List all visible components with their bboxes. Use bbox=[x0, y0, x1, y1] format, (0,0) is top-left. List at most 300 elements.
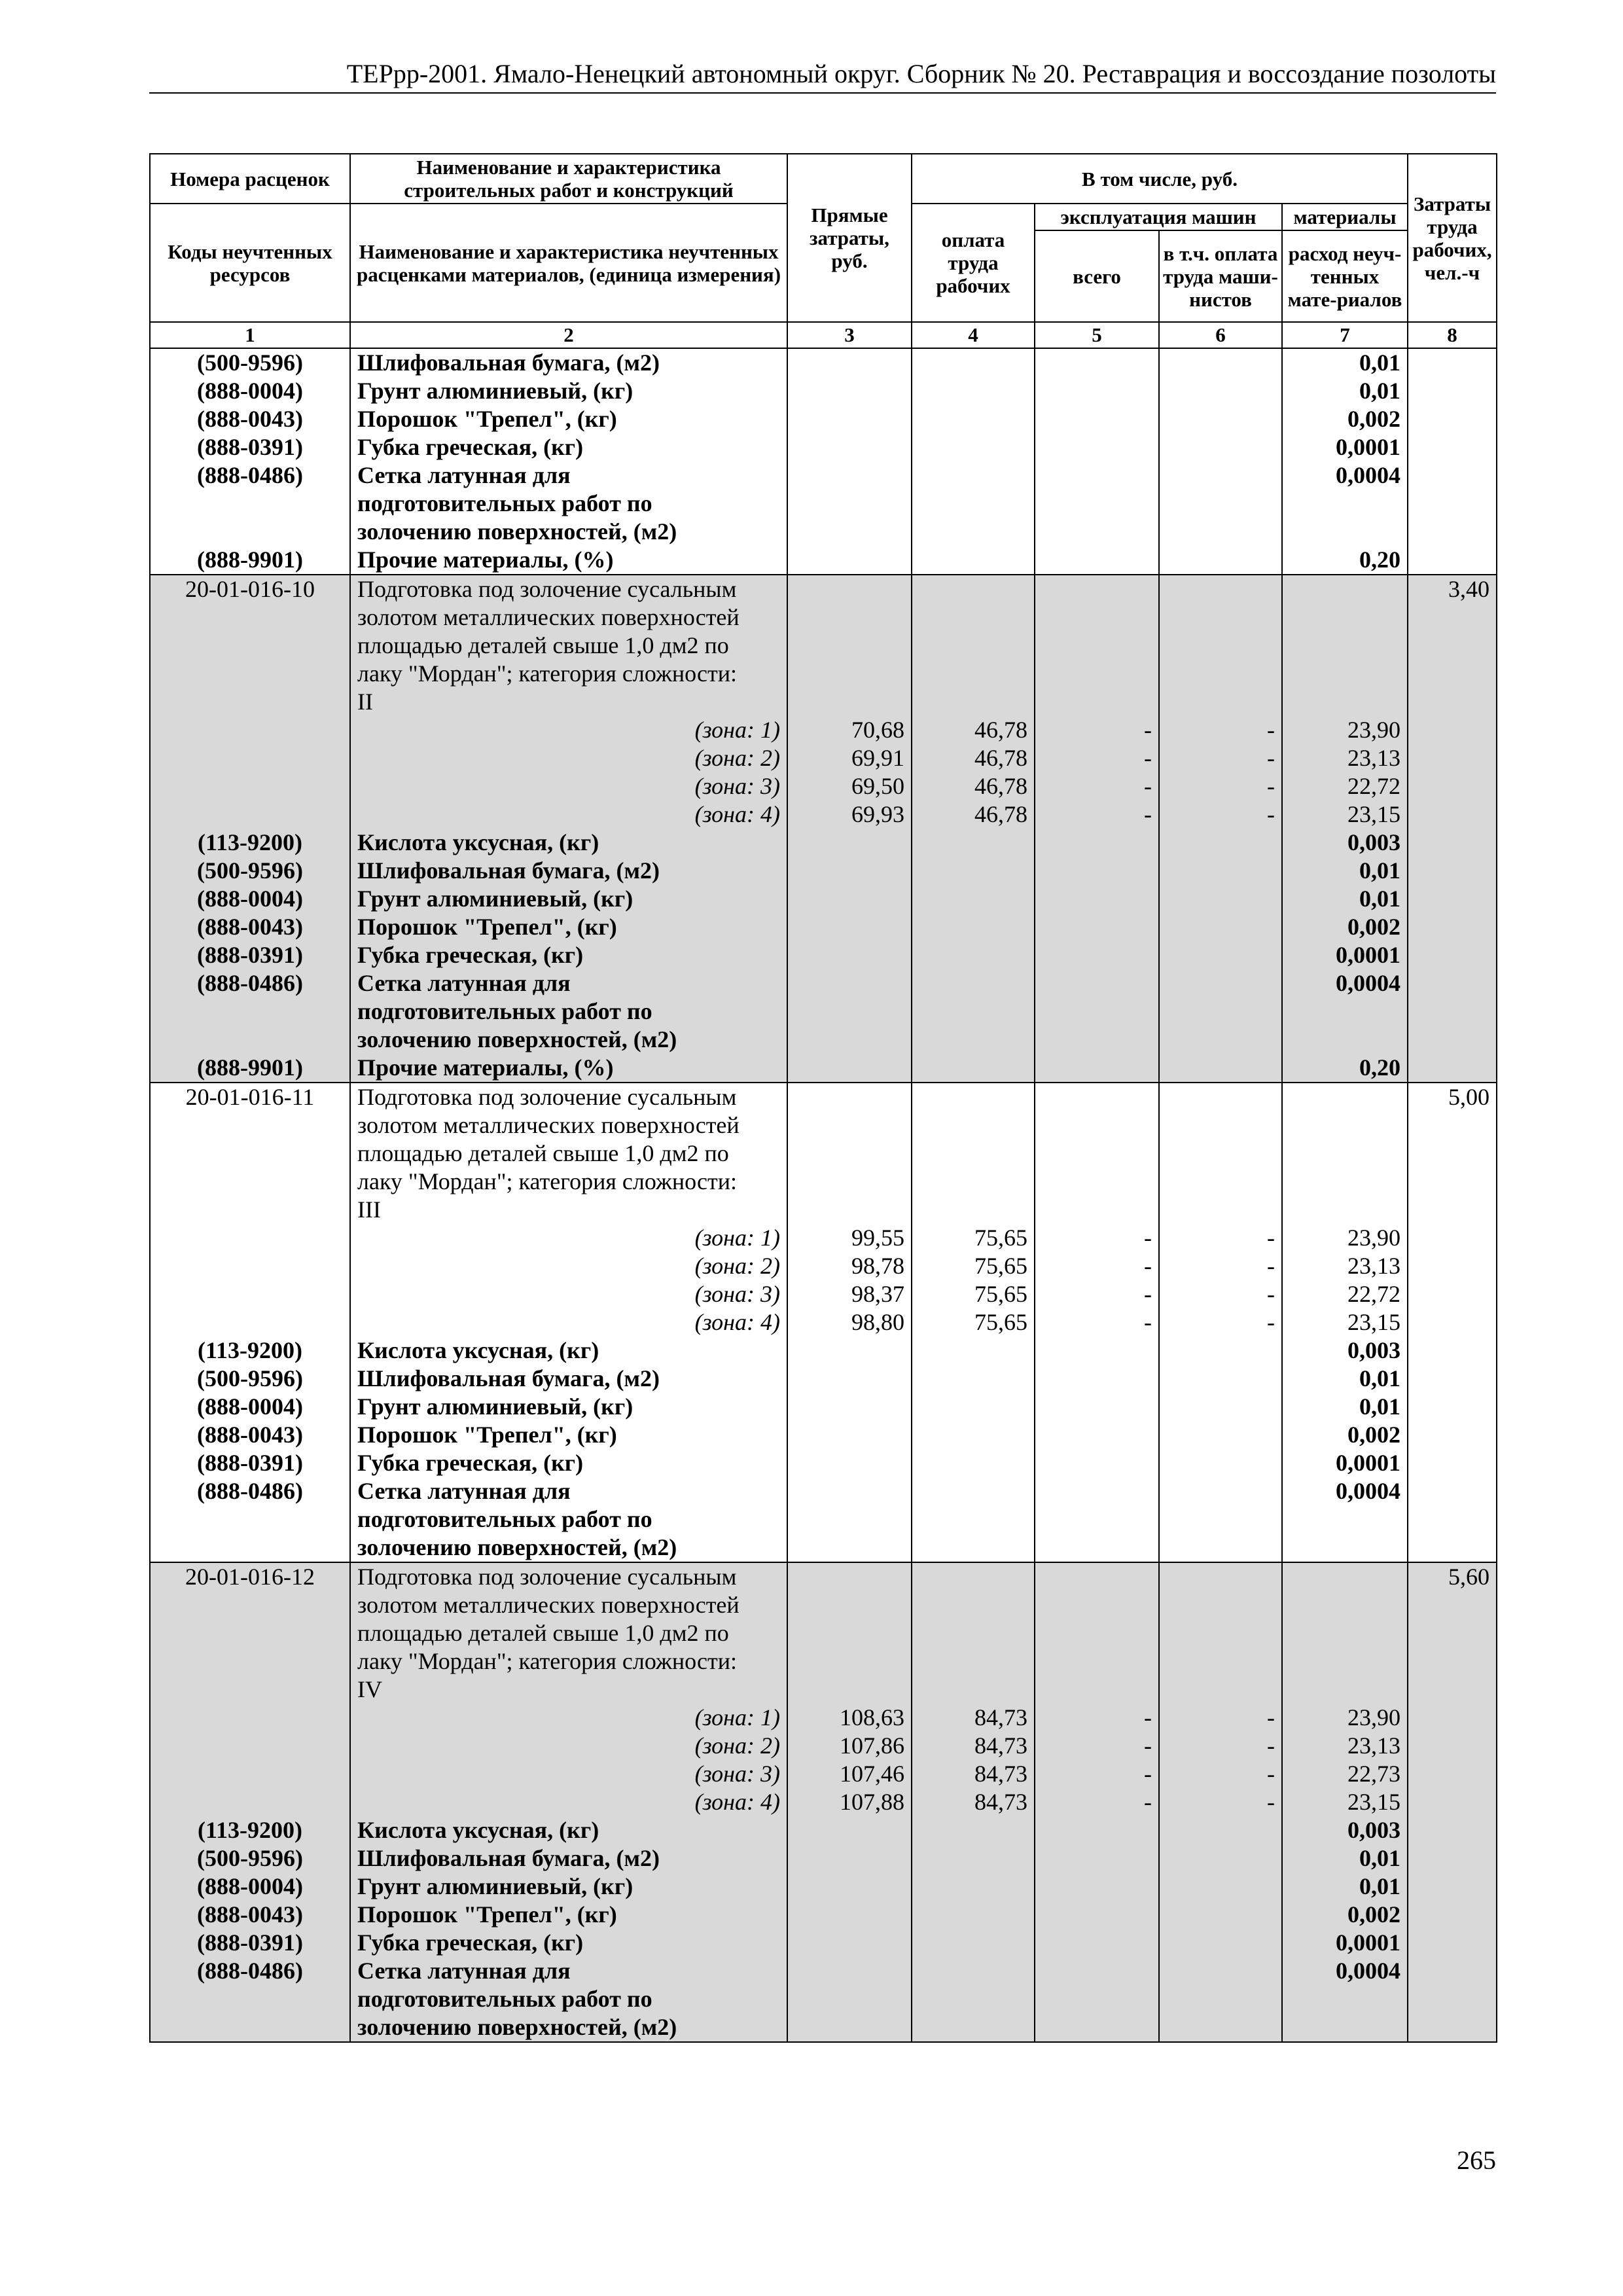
header-unaccounted-materials: расход неуч-тенных мате-риалов bbox=[1282, 230, 1408, 322]
empty-line bbox=[1415, 800, 1489, 829]
empty-line bbox=[1415, 1732, 1489, 1760]
empty-line bbox=[1166, 688, 1275, 716]
resource-quantity: 0,0004 bbox=[1336, 1478, 1401, 1504]
machinist-pay-cell bbox=[1159, 575, 1282, 1083]
empty-line bbox=[1289, 1647, 1400, 1676]
materials-value: 23,90 bbox=[1347, 1704, 1401, 1731]
machinist-pay-value: - bbox=[1267, 1225, 1275, 1251]
empty-line bbox=[1042, 1026, 1152, 1054]
worker-pay-cell bbox=[912, 575, 1035, 1083]
empty-line bbox=[794, 1168, 904, 1196]
resource-quantity: 0,01 bbox=[1359, 1873, 1401, 1899]
direct-costs-value: 108,63 bbox=[840, 1704, 904, 1731]
empty-line bbox=[794, 1026, 904, 1054]
empty-line bbox=[1415, 1534, 1489, 1562]
worker-pay-value: 84,73 bbox=[974, 1761, 1027, 1787]
resource-code: (888-0004) bbox=[197, 1393, 303, 1420]
empty-line bbox=[794, 1901, 904, 1929]
empty-line bbox=[919, 885, 1027, 913]
empty-line bbox=[1415, 688, 1489, 716]
empty-line bbox=[919, 1505, 1027, 1534]
empty-line bbox=[1042, 857, 1152, 885]
empty-line bbox=[1289, 1168, 1400, 1196]
empty-line bbox=[1166, 461, 1275, 490]
empty-line bbox=[1042, 433, 1152, 461]
machinist-pay-cell bbox=[1159, 1562, 1282, 2042]
empty-line bbox=[794, 660, 904, 688]
column-number: 2 bbox=[350, 322, 787, 348]
resource-code: (500-9596) bbox=[197, 1845, 303, 1871]
empty-line bbox=[794, 1619, 904, 1647]
labor-costs-cell bbox=[1408, 575, 1497, 1083]
worker-pay-cell bbox=[912, 1562, 1035, 2042]
empty-line bbox=[157, 800, 343, 829]
direct-costs-value: 69,93 bbox=[851, 801, 904, 827]
empty-line bbox=[1289, 1196, 1400, 1224]
empty-line bbox=[1166, 377, 1275, 405]
empty-line bbox=[1042, 1336, 1152, 1365]
empty-line bbox=[1166, 829, 1275, 857]
empty-line bbox=[157, 688, 343, 716]
empty-line bbox=[794, 969, 904, 997]
machinist-pay-cell bbox=[1159, 1083, 1282, 1562]
empty-line bbox=[1415, 1111, 1489, 1139]
header-worker-pay: оплата труда рабочих bbox=[912, 204, 1035, 322]
rate-group-row bbox=[150, 1083, 1497, 1562]
resource-code: (888-0004) bbox=[197, 378, 303, 404]
rate-name-cell bbox=[350, 1562, 787, 2042]
rate-code-cell bbox=[150, 575, 350, 1083]
empty-line bbox=[1042, 1873, 1152, 1901]
empty-line bbox=[1415, 1816, 1489, 1844]
resource-name-line: подготовительных работ по bbox=[357, 1506, 652, 1532]
machine-total-value: - bbox=[1144, 1309, 1152, 1335]
zone-label: (зона: 1) bbox=[694, 717, 780, 743]
empty-line bbox=[919, 688, 1027, 716]
machine-total-value: - bbox=[1144, 1704, 1152, 1731]
empty-line bbox=[794, 997, 904, 1026]
empty-line bbox=[157, 1788, 343, 1816]
direct-costs-value: 107,46 bbox=[840, 1761, 904, 1787]
direct-costs-cell bbox=[787, 575, 912, 1083]
worker-pay-value: 46,78 bbox=[974, 773, 1027, 799]
header-rate-name: Наименование и характеристика строительных работ и конструкций bbox=[350, 154, 787, 204]
empty-line bbox=[1042, 1619, 1152, 1647]
empty-line bbox=[919, 1957, 1027, 1985]
empty-line bbox=[1415, 829, 1489, 857]
rate-code-cell bbox=[150, 348, 350, 575]
empty-line bbox=[1042, 632, 1152, 660]
resource-quantity: 0,20 bbox=[1359, 547, 1401, 573]
worker-pay-cell bbox=[912, 348, 1035, 575]
direct-costs-value: 69,50 bbox=[851, 773, 904, 799]
empty-line bbox=[157, 2013, 343, 2041]
resource-name-line: золочению поверхностей, (м2) bbox=[357, 1534, 677, 1560]
empty-line bbox=[794, 433, 904, 461]
empty-line bbox=[1166, 1083, 1275, 1111]
empty-line bbox=[1166, 660, 1275, 688]
empty-line bbox=[1415, 1196, 1489, 1224]
empty-line bbox=[794, 1196, 904, 1224]
empty-line bbox=[919, 913, 1027, 941]
empty-line bbox=[1042, 1111, 1152, 1139]
rate-name-line: лаку "Мордан"; категория сложности: bbox=[357, 1168, 737, 1194]
direct-costs-cell bbox=[787, 1083, 912, 1562]
zone-label: (зона: 4) bbox=[694, 1309, 780, 1335]
empty-line bbox=[919, 490, 1027, 518]
materials-cell bbox=[1282, 1083, 1408, 1562]
empty-line bbox=[919, 997, 1027, 1026]
resource-quantity: 0,002 bbox=[1347, 406, 1401, 432]
empty-line bbox=[157, 1985, 343, 2013]
empty-line bbox=[1415, 1477, 1489, 1505]
direct-costs-value: 107,88 bbox=[840, 1789, 904, 1815]
resource-name-line: Губка греческая, (кг) bbox=[357, 434, 584, 460]
empty-line bbox=[1166, 941, 1275, 969]
column-number: 8 bbox=[1408, 322, 1497, 348]
machine-total-cell bbox=[1035, 1562, 1159, 2042]
resource-quantity: 0,0001 bbox=[1336, 1450, 1401, 1476]
empty-line bbox=[919, 1365, 1027, 1393]
resource-quantity: 0,01 bbox=[1359, 1365, 1401, 1391]
empty-line bbox=[1415, 1901, 1489, 1929]
machinist-pay-value: - bbox=[1267, 717, 1275, 743]
empty-line bbox=[1289, 1676, 1400, 1704]
zone-label: (зона: 2) bbox=[694, 1253, 780, 1279]
resource-quantity: 0,0004 bbox=[1336, 462, 1401, 488]
empty-line bbox=[1166, 1393, 1275, 1421]
materials-cell bbox=[1282, 575, 1408, 1083]
empty-line bbox=[1166, 1026, 1275, 1054]
machine-total-value: - bbox=[1144, 1225, 1152, 1251]
empty-line bbox=[1042, 1563, 1152, 1591]
rate-group-row bbox=[150, 575, 1497, 1083]
machine-total-value: - bbox=[1144, 773, 1152, 799]
materials-value: 23,90 bbox=[1347, 717, 1401, 743]
empty-line bbox=[919, 1901, 1027, 1929]
empty-line bbox=[1415, 1873, 1489, 1901]
machine-total-value: - bbox=[1144, 745, 1152, 771]
empty-line bbox=[919, 1563, 1027, 1591]
empty-line bbox=[1289, 688, 1400, 716]
empty-line bbox=[1166, 1421, 1275, 1449]
empty-line bbox=[157, 1647, 343, 1676]
empty-line bbox=[1166, 1647, 1275, 1676]
empty-line bbox=[794, 1083, 904, 1111]
rate-group-row bbox=[150, 1562, 1497, 2042]
empty-line bbox=[1042, 997, 1152, 1026]
empty-line bbox=[1415, 1054, 1489, 1082]
empty-line bbox=[794, 1054, 904, 1082]
empty-line bbox=[1289, 603, 1400, 632]
empty-line bbox=[1042, 829, 1152, 857]
empty-line bbox=[919, 1083, 1027, 1111]
empty-line bbox=[157, 1111, 343, 1139]
empty-line bbox=[1415, 1308, 1489, 1336]
labor-costs-cell bbox=[1408, 348, 1497, 575]
empty-line bbox=[794, 1929, 904, 1957]
resource-quantity: 0,002 bbox=[1347, 914, 1401, 940]
zone-label: (зона: 2) bbox=[694, 745, 780, 771]
empty-line bbox=[919, 1168, 1027, 1196]
empty-line bbox=[919, 518, 1027, 546]
empty-line bbox=[919, 1421, 1027, 1449]
worker-pay-value: 46,78 bbox=[974, 745, 1027, 771]
empty-line bbox=[1415, 349, 1489, 377]
machinist-pay-value: - bbox=[1267, 1253, 1275, 1279]
empty-line bbox=[157, 1732, 343, 1760]
empty-line bbox=[1042, 1505, 1152, 1534]
rate-name-line: II bbox=[357, 689, 373, 715]
resource-name-line: Грунт алюминиевый, (кг) bbox=[357, 886, 633, 912]
empty-line bbox=[1166, 1873, 1275, 1901]
header-machinist-pay: в т.ч. оплата труда маши-нистов bbox=[1159, 230, 1282, 322]
empty-line bbox=[794, 1365, 904, 1393]
direct-costs-value: 70,68 bbox=[851, 717, 904, 743]
rate-name-line: площадью деталей свыше 1,0 дм2 по bbox=[357, 1620, 729, 1646]
materials-value: 23,13 bbox=[1347, 1732, 1401, 1759]
resource-quantity: 0,20 bbox=[1359, 1054, 1401, 1081]
rate-code: 20-01-016-10 bbox=[185, 576, 315, 602]
empty-line bbox=[919, 377, 1027, 405]
machinist-pay-value: - bbox=[1267, 801, 1275, 827]
direct-costs-value: 98,80 bbox=[851, 1309, 904, 1335]
resource-name-line: подготовительных работ по bbox=[357, 490, 652, 516]
table-body bbox=[150, 348, 1497, 2042]
empty-line bbox=[794, 1139, 904, 1168]
resource-name-line: Грунт алюминиевый, (кг) bbox=[357, 378, 633, 404]
resource-name-line: подготовительных работ по bbox=[357, 1986, 652, 2012]
materials-value: 23,15 bbox=[1347, 801, 1401, 827]
resource-quantity: 0,01 bbox=[1359, 857, 1401, 884]
empty-line bbox=[1415, 997, 1489, 1026]
empty-line bbox=[157, 632, 343, 660]
empty-line bbox=[919, 1844, 1027, 1873]
labor-costs-cell bbox=[1408, 1083, 1497, 1562]
resource-quantity: 0,003 bbox=[1347, 829, 1401, 855]
materials-value: 22,72 bbox=[1347, 1281, 1401, 1307]
labor-costs-cell bbox=[1408, 1562, 1497, 2042]
empty-line bbox=[794, 546, 904, 574]
empty-line bbox=[1289, 1505, 1400, 1534]
rates-table bbox=[149, 153, 1497, 2043]
rate-name-cell bbox=[350, 1083, 787, 1562]
empty-line bbox=[1166, 1336, 1275, 1365]
resource-quantity: 0,01 bbox=[1359, 350, 1401, 376]
empty-line bbox=[1166, 1985, 1275, 2013]
empty-line bbox=[157, 1280, 343, 1308]
empty-line bbox=[1166, 1619, 1275, 1647]
empty-line bbox=[157, 744, 343, 772]
resource-code: (888-9901) bbox=[197, 547, 303, 573]
empty-line bbox=[1166, 1139, 1275, 1168]
resource-code: (888-0043) bbox=[197, 1422, 303, 1448]
resource-name-line: Кислота уксусная, (кг) bbox=[357, 829, 599, 855]
empty-line bbox=[919, 1647, 1027, 1676]
empty-line bbox=[157, 997, 343, 1026]
empty-line bbox=[1042, 660, 1152, 688]
machinist-pay-value: - bbox=[1267, 1761, 1275, 1787]
empty-line bbox=[1042, 603, 1152, 632]
rate-name-line: Подготовка под золочение сусальным bbox=[357, 576, 737, 602]
machinist-pay-value: - bbox=[1267, 773, 1275, 799]
machine-total-value: - bbox=[1144, 1732, 1152, 1759]
machine-total-value: - bbox=[1144, 801, 1152, 827]
empty-line bbox=[919, 1054, 1027, 1082]
empty-line bbox=[1166, 857, 1275, 885]
worker-pay-value: 75,65 bbox=[974, 1309, 1027, 1335]
empty-line bbox=[1166, 632, 1275, 660]
empty-line bbox=[1289, 1111, 1400, 1139]
empty-line bbox=[794, 405, 904, 433]
empty-line bbox=[1415, 1957, 1489, 1985]
direct-costs-value: 98,37 bbox=[851, 1281, 904, 1307]
empty-line bbox=[1042, 1957, 1152, 1985]
direct-costs-cell bbox=[787, 348, 912, 575]
empty-line bbox=[794, 632, 904, 660]
column-number: 1 bbox=[150, 322, 350, 348]
resource-name-line: Прочие материалы, (%) bbox=[357, 547, 614, 573]
machinist-pay-value: - bbox=[1267, 1789, 1275, 1815]
labor-costs-value: 3,40 bbox=[1448, 576, 1490, 602]
empty-line bbox=[919, 1534, 1027, 1562]
rate-code: 20-01-016-12 bbox=[185, 1564, 315, 1590]
empty-line bbox=[1289, 2013, 1400, 2041]
empty-line bbox=[1289, 1083, 1400, 1111]
materials-value: 23,15 bbox=[1347, 1789, 1401, 1815]
empty-line bbox=[157, 1619, 343, 1647]
empty-line bbox=[919, 2013, 1027, 2041]
empty-line bbox=[1166, 969, 1275, 997]
empty-line bbox=[919, 1591, 1027, 1619]
empty-line bbox=[919, 1449, 1027, 1477]
header-direct-costs: Прямые затраты, руб. bbox=[787, 154, 912, 322]
resource-quantity: 0,003 bbox=[1347, 1817, 1401, 1843]
resource-name-line: Губка греческая, (кг) bbox=[357, 1450, 584, 1476]
empty-line bbox=[1166, 885, 1275, 913]
empty-line bbox=[1042, 1985, 1152, 2013]
empty-line bbox=[1166, 1534, 1275, 1562]
empty-line bbox=[919, 1139, 1027, 1168]
empty-line bbox=[1042, 1816, 1152, 1844]
direct-costs-value: 107,86 bbox=[840, 1732, 904, 1759]
resource-code: (888-0391) bbox=[197, 434, 303, 460]
empty-line bbox=[1415, 969, 1489, 997]
empty-line bbox=[1289, 1139, 1400, 1168]
resource-code: (888-0486) bbox=[197, 1478, 303, 1504]
empty-line bbox=[919, 941, 1027, 969]
resource-code: (500-9596) bbox=[197, 1365, 303, 1391]
empty-line bbox=[794, 857, 904, 885]
empty-line bbox=[919, 1393, 1027, 1421]
empty-line bbox=[1166, 1901, 1275, 1929]
empty-line bbox=[794, 941, 904, 969]
empty-line bbox=[1042, 1901, 1152, 1929]
zone-label: (зона: 3) bbox=[694, 1281, 780, 1307]
resource-name-line: золочению поверхностей, (м2) bbox=[357, 518, 677, 545]
zone-label: (зона: 3) bbox=[694, 1761, 780, 1787]
resource-code: (888-0004) bbox=[197, 886, 303, 912]
resource-code: (888-0486) bbox=[197, 970, 303, 996]
machine-total-cell bbox=[1035, 348, 1159, 575]
empty-line bbox=[1415, 1026, 1489, 1054]
zone-label: (зона: 2) bbox=[694, 1732, 780, 1759]
machine-total-value: - bbox=[1144, 1253, 1152, 1279]
empty-line bbox=[794, 1985, 904, 2013]
empty-line bbox=[1042, 575, 1152, 603]
empty-line bbox=[1415, 1704, 1489, 1732]
empty-line bbox=[794, 1816, 904, 1844]
empty-line bbox=[1289, 1563, 1400, 1591]
worker-pay-value: 84,73 bbox=[974, 1732, 1027, 1759]
empty-line bbox=[1415, 405, 1489, 433]
rate-name-line: золотом металлических поверхностей bbox=[357, 604, 740, 630]
column-number: 3 bbox=[787, 322, 912, 348]
rate-code: 20-01-016-11 bbox=[185, 1084, 315, 1110]
empty-line bbox=[1042, 1647, 1152, 1676]
zone-label: (зона: 4) bbox=[694, 1789, 780, 1815]
rate-name-line: площадью деталей свыше 1,0 дм2 по bbox=[357, 632, 729, 658]
rate-name-line: золотом металлических поверхностей bbox=[357, 1112, 740, 1138]
header-including: В том числе, руб. bbox=[912, 154, 1408, 204]
worker-pay-value: 46,78 bbox=[974, 717, 1027, 743]
empty-line bbox=[157, 490, 343, 518]
empty-line bbox=[157, 603, 343, 632]
empty-line bbox=[1042, 1477, 1152, 1505]
empty-line bbox=[1415, 546, 1489, 574]
rate-name-line: IV bbox=[357, 1676, 382, 1702]
worker-pay-value: 75,65 bbox=[974, 1281, 1027, 1307]
empty-line bbox=[1042, 969, 1152, 997]
empty-line bbox=[1042, 377, 1152, 405]
empty-line bbox=[1415, 660, 1489, 688]
empty-line bbox=[1166, 913, 1275, 941]
empty-line bbox=[794, 885, 904, 913]
empty-line bbox=[919, 857, 1027, 885]
resource-name-line: Шлифовальная бумага, (м2) bbox=[357, 350, 660, 376]
empty-line bbox=[1166, 1505, 1275, 1534]
resource-code: (888-0391) bbox=[197, 942, 303, 968]
empty-line bbox=[794, 1676, 904, 1704]
empty-line bbox=[1042, 2013, 1152, 2041]
empty-line bbox=[794, 1421, 904, 1449]
empty-line bbox=[1415, 632, 1489, 660]
empty-line bbox=[1415, 2013, 1489, 2041]
empty-line bbox=[1289, 490, 1400, 518]
empty-line bbox=[1166, 997, 1275, 1026]
empty-line bbox=[1042, 518, 1152, 546]
machinist-pay-value: - bbox=[1267, 745, 1275, 771]
labor-costs-value: 5,00 bbox=[1448, 1084, 1490, 1110]
empty-line bbox=[1415, 744, 1489, 772]
empty-line bbox=[1289, 660, 1400, 688]
empty-line bbox=[1415, 1449, 1489, 1477]
empty-line bbox=[1042, 1168, 1152, 1196]
direct-costs-value: 69,91 bbox=[851, 745, 904, 771]
empty-line bbox=[1289, 632, 1400, 660]
empty-line bbox=[1166, 490, 1275, 518]
machine-total-cell bbox=[1035, 1083, 1159, 1562]
machinist-pay-value: - bbox=[1267, 1704, 1275, 1731]
empty-line bbox=[157, 660, 343, 688]
resource-quantity: 0,0001 bbox=[1336, 1929, 1401, 1956]
empty-line bbox=[919, 969, 1027, 997]
worker-pay-value: 46,78 bbox=[974, 801, 1027, 827]
resource-quantity: 0,003 bbox=[1347, 1337, 1401, 1363]
empty-line bbox=[794, 2013, 904, 2041]
empty-line bbox=[919, 461, 1027, 490]
empty-line bbox=[1415, 1760, 1489, 1788]
